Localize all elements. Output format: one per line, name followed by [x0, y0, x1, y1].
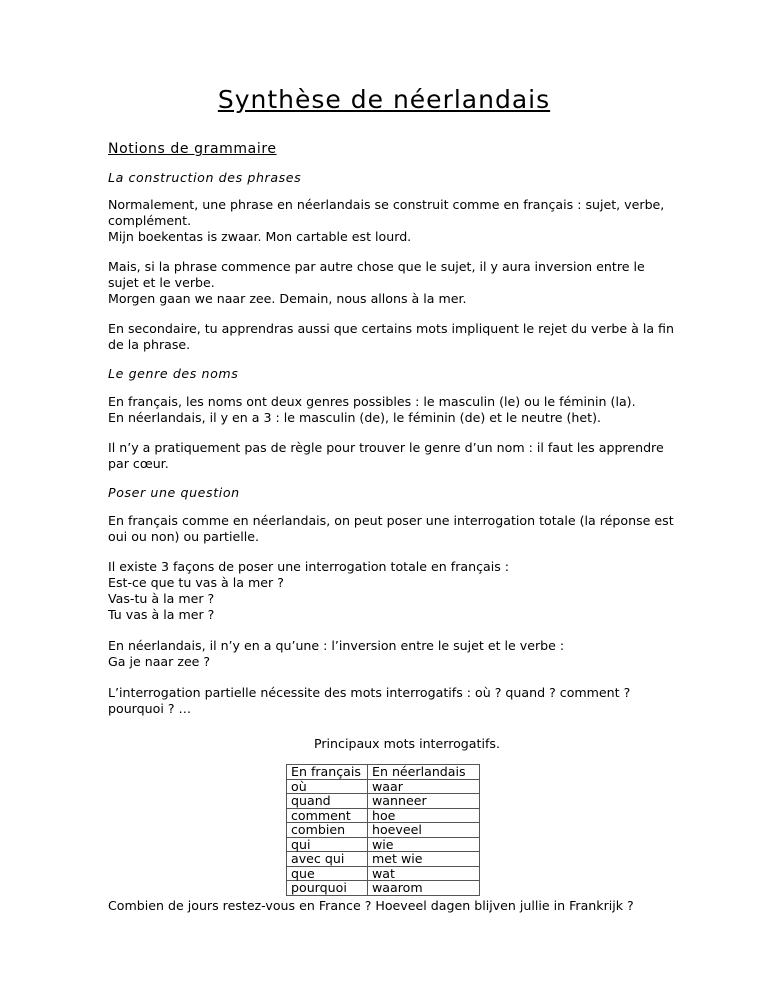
text-line: L’interrogation partielle nécessite des mots interrogatifs : où ? quand ? comment ? [108, 685, 631, 700]
text-line: Mais, si la phrase commence par autre chose que le sujet, il y aura inversion entre le [108, 259, 645, 274]
subsection-heading: La construction des phrases [108, 170, 302, 185]
section-heading: Notions de grammaire [108, 141, 277, 157]
page-title: Synthèse de néerlandais [217, 85, 551, 114]
table-header-row [287, 765, 480, 780]
text-line: Ga je naar zee ? [108, 654, 211, 669]
table-row [287, 881, 480, 896]
text-line: Il existe 3 façons de poser une interrogation totale en français : [108, 559, 510, 574]
text-line: par cœur. [108, 456, 169, 471]
table-cell: En néerlandais [368, 765, 480, 780]
text-line: complément. [108, 213, 192, 228]
table-cell: waar [368, 779, 480, 794]
table-row [287, 866, 480, 881]
table-cell: hoeveel [368, 823, 480, 838]
text-line: Normalement, une phrase en néerlandais se construit comme en français : sujet, verbe, [108, 197, 665, 212]
text-line: En français comme en néerlandais, on peut poser une interrogation totale (la réponse est [108, 513, 674, 528]
table-cell: wie [368, 837, 480, 852]
table-row [287, 808, 480, 823]
text-line: de la phrase. [108, 337, 191, 352]
table-row [287, 823, 480, 838]
table-cell: avec qui [287, 852, 368, 867]
text-line: Mijn boekentas is zwaar. Mon cartable est lourd. [108, 229, 412, 244]
text-line: sujet et le verbe. [108, 275, 215, 290]
text-line: En français, les noms ont deux genres possibles : le masculin (le) ou le féminin (la). [108, 394, 636, 409]
paragraph [108, 513, 708, 545]
text-line: Morgen gaan we naar zee. Demain, nous allons à la mer. [108, 291, 467, 306]
table-cell: comment [287, 808, 368, 823]
text-line: Vas-tu à la mer ? [108, 591, 215, 606]
text-line: En néerlandais, il n’y en a qu’une : l’inversion entre le sujet et le verbe : [108, 638, 565, 653]
text-line: pourquoi ? … [108, 701, 192, 716]
text-line: Il n’y a pratiquement pas de règle pour trouver le genre d’un nom : il faut les apprendre [108, 440, 664, 455]
table-row [287, 837, 480, 852]
text-line: Est-ce que tu vas à la mer ? [108, 575, 284, 590]
table-row [287, 852, 480, 867]
table-caption: Principaux mots interrogatifs. [314, 736, 500, 751]
final-line: Combien de jours restez-vous en France ? Hoeveel dagen blijven jullie in Frankrijk ? [108, 898, 634, 913]
paragraph [108, 321, 708, 353]
paragraph [108, 440, 708, 472]
table-cell: met wie [368, 852, 480, 867]
table-cell: En français [287, 765, 368, 780]
table-cell: qui [287, 837, 368, 852]
paragraph [108, 394, 708, 426]
table-cell: où [287, 779, 368, 794]
subsection-heading: Poser une question [108, 485, 240, 500]
table-cell: quand [287, 794, 368, 809]
text-line: Tu vas à la mer ? [108, 607, 215, 622]
table-cell: pourquoi [287, 881, 368, 896]
table-cell: que [287, 866, 368, 881]
table-cell: waarom [368, 881, 480, 896]
table-cell: combien [287, 823, 368, 838]
paragraph [108, 559, 708, 623]
paragraph [108, 259, 708, 307]
table-cell: wat [368, 866, 480, 881]
text-line: En secondaire, tu apprendras aussi que certains mots impliquent le rejet du verbe à la fin [108, 321, 674, 336]
paragraph [108, 685, 708, 717]
paragraph [108, 638, 708, 670]
table-row [287, 779, 480, 794]
text-line: En néerlandais, il y en a 3 : le masculin (de), le féminin (de) et le neutre (het). [108, 410, 601, 425]
paragraph [108, 197, 708, 245]
subsection-heading: Le genre des noms [108, 366, 239, 381]
interrogatives-table [286, 764, 480, 896]
table-cell: wanneer [368, 794, 480, 809]
table-row [287, 794, 480, 809]
table-cell: hoe [368, 808, 480, 823]
text-line: oui ou non) ou partielle. [108, 529, 259, 544]
